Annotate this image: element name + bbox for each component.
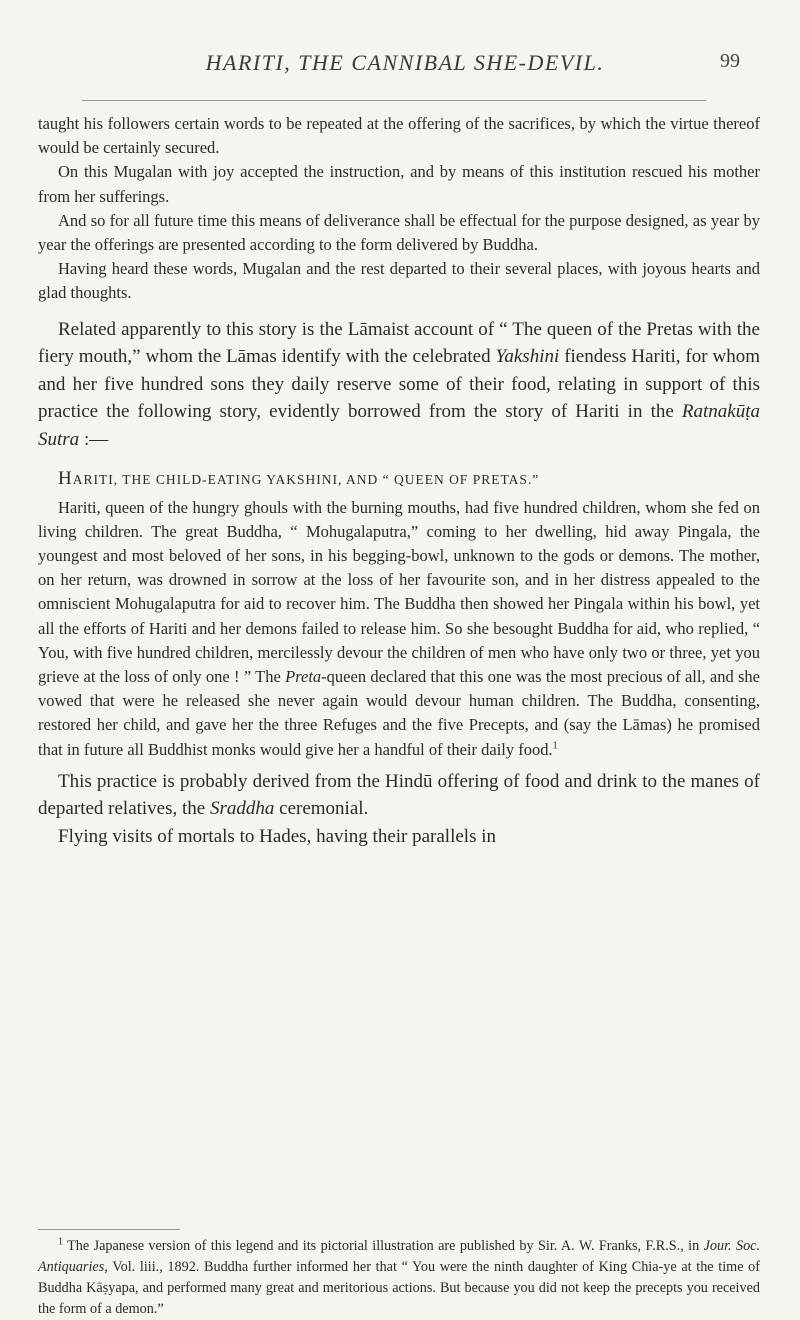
emphasis: Jour. Soc. Antiquaries [38, 1238, 761, 1275]
legend-passage [38, 496, 760, 762]
paragraph: On this Mugalan with joy accepted the instruction, and by means of this institution rescued his mother from her sufferings. [38, 162, 760, 206]
paragraph: taught his followers certain words to be repeated at the offering of the sacrifices, by which the virtue thereof would be certainly secured. [38, 114, 760, 158]
text-run: , Vol. liii., 1892. Buddha further informed her that “ You were the ninth daughter of King Chia-ye at the time of Buddha Kāṣyapa, and performed many great and meritorious actions. But because you did not keep the precepts you received the form of a demon.” [38, 1259, 760, 1317]
text-run: Related apparently to this story is the Lāmaist account of “ The queen of the Pretas with the fiery mouth,” whom the Lāmas identify with the celebrated [38, 318, 760, 368]
footnote-text [38, 1236, 760, 1320]
emphasis: Ratnakūṭa Sutra [38, 401, 760, 450]
paragraph [38, 496, 760, 762]
text-run: fiendess Hariti, for whom and her five hundred sons they daily reserve some of their food, relating in support of this practice the following story, evidently borrowed from the story of Hariti in the [38, 346, 760, 423]
emphasis: Sraddha [209, 798, 275, 820]
quoted-passage [38, 112, 760, 306]
main-text [38, 112, 760, 851]
paragraph [38, 316, 760, 454]
heading-initial: H [58, 467, 73, 489]
paragraph [38, 768, 760, 823]
heading-rest: ARITI, THE CHILD-EATING YAKSHINI, AND “ QUEEN OF PRETAS.” [72, 471, 540, 487]
text-run: Hariti, queen of the hungry ghouls with the burning mouths, had five hundred children, whom she fed on living children. The great Buddha, “ Mohugalaputra,” coming to her dwelling, hid away Pingala, the youngest and most beloved of her sons, in his begging-bowl, unknown to the gods or demons. The mother, on her return, was drowned in sorrow at the loss of her favourite son, and in her distress appealed to the omniscient Mohugalaputra for aid to recover him. The Buddha then showed her Pingala within his bowl, yet all the efforts of Hariti and her demons failed to release him. So she besought Buddha for aid, who replied, “ You, with five hundred children, mercilessly devour the children of men who have only two or three, yet you grieve at the loss of only one ! ” The [38, 497, 760, 687]
text-run: The Japanese version of this legend and its pictorial illustration are published by Sir. A. W. Franks, F.R.S., in [63, 1238, 704, 1254]
text-run: This practice is probably derived from the Hindū offering of food and drink to the manes of departed relatives, the [38, 770, 760, 820]
page-number: 99 [720, 50, 740, 72]
page-header [60, 50, 740, 90]
main-passage [38, 316, 760, 454]
paragraph: And so for all future time this means of deliverance shall be effectual for the purpose designed, as year by year the offerings are presented according to the form delivered by Buddha. [38, 210, 760, 255]
footnote-reference[interactable]: 1 [552, 740, 558, 752]
text-run: -queen declared that this one was the most precious of all, and she vowed that were he released she never again would devour human children. The Buddha, consenting, restored her child, and gave her the three Refuges and the five Precepts, and (say the Lāmas) he promised that in future all Buddhist monks would give her a handful of their daily food. [38, 667, 761, 759]
text-run: :— [79, 429, 109, 450]
paragraph: Having heard these words, Mugalan and the rest departed to their several places, with joyous hearts and glad thoughts. [38, 259, 760, 303]
text-run: ceremonial. [274, 798, 369, 820]
running-head: HARITI, THE CANNIBAL SHE-DEVIL. [205, 50, 605, 75]
closing-passage [38, 768, 760, 851]
section-heading [58, 468, 760, 490]
footnote-marker: 1 [58, 1236, 63, 1248]
footnote [38, 1236, 760, 1320]
paragraph: Flying visits of mortals to Hades, having their parallels in [58, 826, 496, 848]
emphasis: Preta [285, 667, 322, 687]
header-rule [82, 100, 706, 101]
footnote-rule [38, 1229, 180, 1230]
emphasis: Yakshini [495, 346, 560, 368]
